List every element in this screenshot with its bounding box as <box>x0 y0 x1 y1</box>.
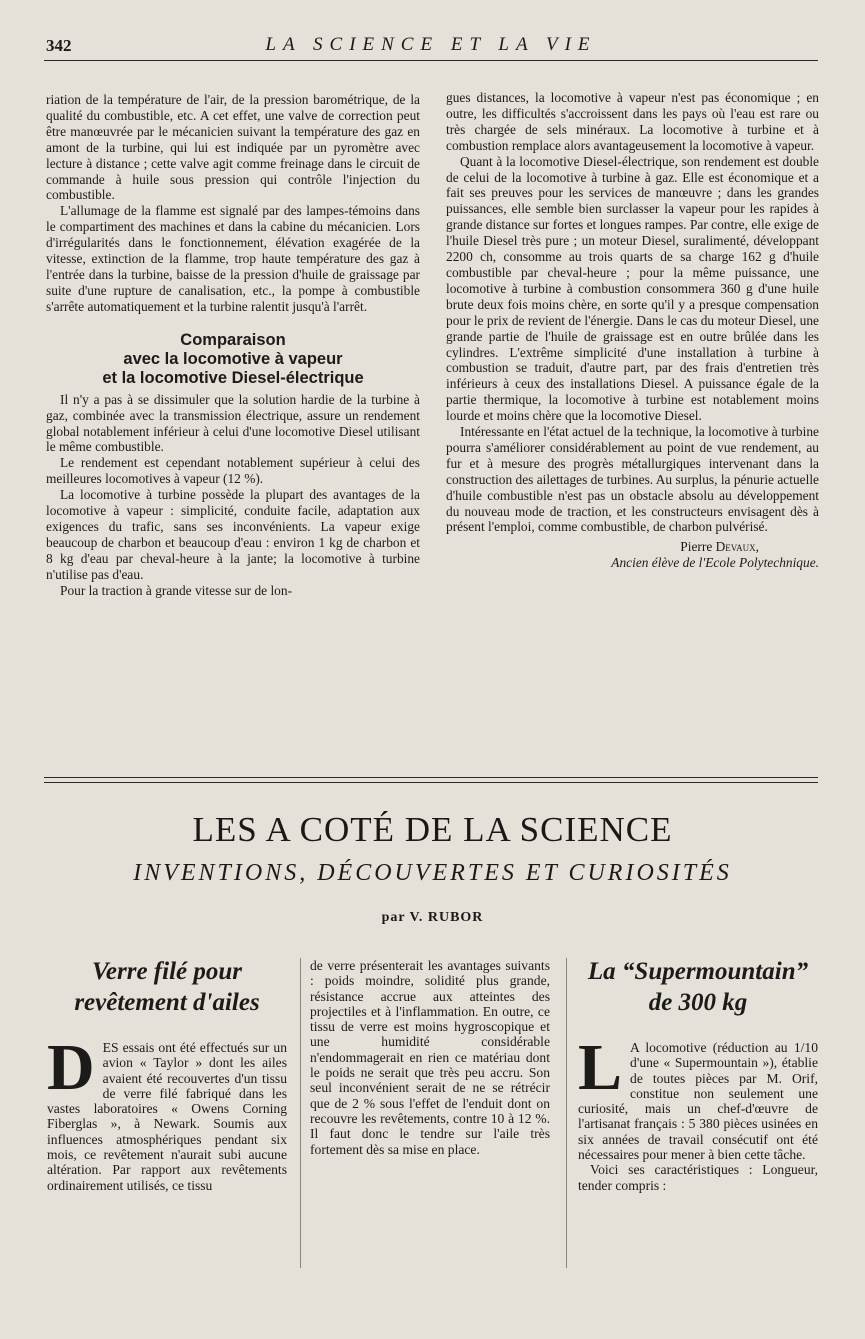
article-body <box>578 1031 818 1163</box>
section-divider-bottom <box>44 782 818 783</box>
article-title-line: Verre filé pour <box>92 958 242 985</box>
paragraph: La locomotive à turbine possède la plupart des avantages de la locomotive à vapeur : simplicité, conduite facile, adaptation aux exigences du trafic, sans ses inconvénients. La vapeur exige beaucoup de charbon et beaucoup d'eau : environ 1 kg de charbon et 8 kg d'eau par cheval-heure à la jante; la locomotive à turbine n'utilise pas d'eau. <box>46 487 420 582</box>
article-body: Voici ses caractéristiques : Longueur, tender compris : <box>578 1162 818 1193</box>
paragraph: Le rendement est cependant notablement supérieur à celui des meilleures locomotives à vapeur (12 %). <box>46 455 420 487</box>
article-title-line: La “Supermountain” <box>587 958 809 985</box>
drop-cap: D <box>47 1031 95 1104</box>
running-title: LA SCIENCE ET LA VIE <box>265 34 597 55</box>
paragraph: Intéressante en l'état actuel de la technique, la locomotive à turbine pourra s'améliorer considérablement au point de vue rendement, au fur et à mesure des progrès métallurgiques intervenant dans la construction des ailettages de turbines. Au surplus, la pénurie actuelle d'huile combustible n'est pas un obstacle absolu au développement du nouveau mode de traction, et les constructeurs envisagent dès à présent l'emploi, comme combustible, de charbon pulvérisé. <box>446 424 819 535</box>
author-name <box>446 539 819 555</box>
page-number: 342 <box>46 36 72 55</box>
section-heading-line: avec la locomotive à vapeur <box>123 349 343 368</box>
article-title-line: de 300 kg <box>648 989 748 1016</box>
section-heading <box>46 331 420 388</box>
article-title-line: revêtement d'ailes <box>74 989 260 1016</box>
article-body: de verre présenterait les avantages suivants : poids moindre, solidité plus grande, résistance accrue aux atteintes des projectiles et à l'inflammation. En outre, ce tissu de verre est moins hygroscopique et une humidité considérable n'endommagerait en rien ce matériau dont le poids ne serait que très peu accru. Son seul inconvénient serait de ne se rétrécir que de 2 % sous l'effet de l'enduit dont on recouvre les revêtements, contre 10 à 12 %. Il faut donc le tendre sur l'aile très fortement dès sa mise en place. <box>310 958 550 1157</box>
right-column <box>446 90 819 571</box>
paragraph: Il n'y a pas à se dissimuler que la solution hardie de la turbine à gaz, combinée avec la transmission électrique, assure un rendement global notablement inférieur à celui d'une locomotive Diesel utilisant le même combustible. <box>46 391 420 455</box>
column-divider <box>300 958 301 1268</box>
author-first-name: Pierre <box>680 539 713 555</box>
section-heading-line: et la locomotive Diesel-électrique <box>102 368 364 387</box>
paragraph: gues distances, la locomotive à vapeur n'est pas économique ; en outre, les difficultés s'accroissent dans les pays où l'eau est rare ou très chargée de sels minéraux. La locomotive à turbine et à combustion remplace alors avantageusement la locomotive à vapeur. <box>446 90 819 153</box>
article-title <box>578 956 818 1018</box>
left-column <box>46 92 420 598</box>
page-header <box>44 34 818 61</box>
section-divider-top <box>44 777 818 778</box>
section-heading-line: Comparaison <box>180 330 286 349</box>
author-affiliation: Ancien élève de l'Ecole Polytechnique. <box>611 555 819 571</box>
paragraph: riation de la température de l'air, de la pression barométrique, de la qualité du combustible, etc. A cet effet, une valve de correction peut être manœuvrée par le mécanicien suivant la température des gaz en amont de la turbine, qui lui est indiquée par un pyromètre avec lecture à distance ; cette valve agit comme freinage dans le circuit de commande à huile sous pression qui contrôle l'injection du combustible. <box>46 92 420 203</box>
column-divider <box>566 958 567 1268</box>
article-text: ES essais ont été effectués sur un avion « Taylor » dont les ailes avaient été recouvertes d'un tissu de verre filé fabriqué dans les vastes laboratoires « Owens Corning Fiberglas », à Newark. Soumis aux influences atmosphériques pendant six mois, ce revêtement n'aurait subi aucune altération. Par rapport aux revêtements ordinairement utilisés, ce tissu <box>47 1040 287 1193</box>
author-last-name: Devaux, <box>715 539 759 555</box>
article-supermountain-column <box>578 956 818 1193</box>
drop-cap: L <box>578 1031 623 1104</box>
paragraph: L'allumage de la flamme est signalé par des lampes-témoins dans le compartiment des machines et dans la cabine du mécanicien. Lors d'irrégularités dans le fonctionnement, élévation exagérée de la vitesse, extinction de la flamme, trop haute température des gaz à l'entrée dans la turbine, baisse de la pression d'huile de graissage par suite d'une rupture de canalisation, etc., la pompe à combustible s'arrête automatiquement et la turbine ralentit jusqu'à l'arrêt. <box>46 203 420 314</box>
section-title: LES A COTÉ DE LA SCIENCE <box>192 810 673 849</box>
paragraph: Pour la traction à grande vitesse sur de lon- <box>60 582 293 598</box>
article-text: A locomotive (réduction au 1/10 d'une « Supermountain »), établie de toutes pièces par M. Orif, constitue non seulement une curiosité, mais un chef-d'œuvre de l'artisanat français : 5 380 pièces usinées en six années de travail consécutif ont été nécessaires pour mener à bien cette tâche. <box>578 1040 818 1163</box>
section-subtitle: INVENTIONS, DÉCOUVERTES ET CURIOSITÉS <box>133 860 732 886</box>
article-glass-continuation <box>310 958 550 1157</box>
paragraph: Quant à la locomotive Diesel-électrique, son rendement est double de celui de la locomotive à turbine à gaz. Elle est économique et a fait ses preuves pour les services de manœuvre ; dans les grandes puissances, elle semble bien surclasser la vapeur pour les rapides à grande distance sur fortes et longues rampes. Par contre, elle exige de l'huile Diesel très pure ; un moteur Diesel, suralimenté, développant 2200 ch, consomme au trois quarts de sa charge 162 g d'huile combustible par cheval-heure ; pour la même puissance, une locomotive à turbine à combustion consommera 360 g d'une huile brute deux fois moins chère, en sorte qu'il y a presque compensation pour le prix de revient de l'énergie. Dans le cas du moteur Diesel, une grande partie de l'huile de graissage est en outre brûlée dans les cylindres. L'extrême simplicité d'une installation à turbine à combustion se traduit, d'autre part, par des frais d'entretien très inférieurs à ceux des installations Diesel. A puissance égale de la partie thermique, la locomotive à turbine est notablement moins lourde et moins chère que la locomotive Diesel. <box>446 153 819 424</box>
author-signature <box>446 539 819 571</box>
article-title <box>47 956 287 1018</box>
article-glass-column <box>47 956 287 1193</box>
byline: par V. RUBOR <box>381 910 484 925</box>
article-body <box>47 1031 287 1193</box>
